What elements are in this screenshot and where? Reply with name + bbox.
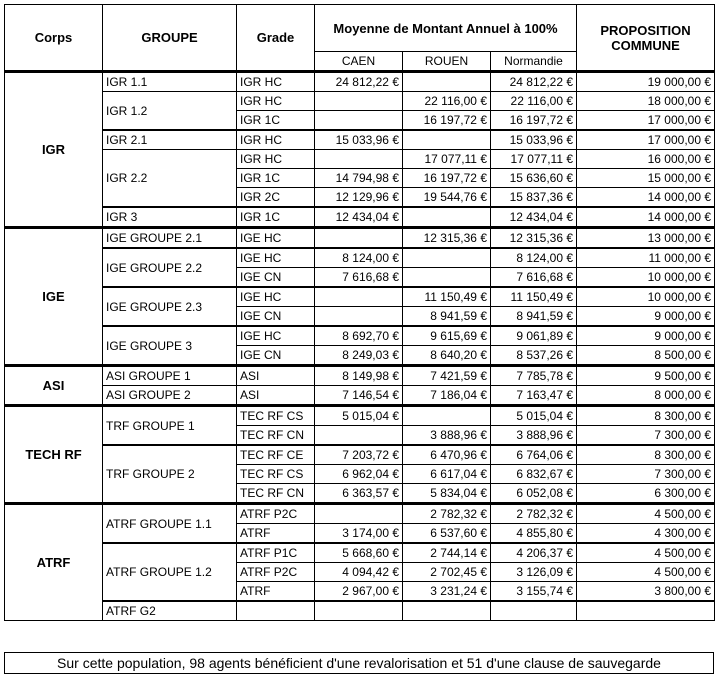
cell-caen: 6 962,04 € <box>315 465 403 484</box>
cell-proposition: 14 000,00 € <box>577 207 715 228</box>
cell-grade: IGE HC <box>237 287 315 307</box>
cell-groupe: IGR 2.2 <box>103 150 237 208</box>
cell-caen: 15 033,96 € <box>315 130 403 150</box>
cell-normandie: 15 033,96 € <box>491 130 577 150</box>
corps-ige: IGE <box>5 228 103 366</box>
table-row <box>5 504 715 524</box>
cell-groupe: ASI GROUPE 2 <box>103 386 237 406</box>
cell-normandie: 8 124,00 € <box>491 248 577 268</box>
cell-proposition: 8 300,00 € <box>577 445 715 465</box>
cell-grade: IGE CN <box>237 307 315 327</box>
header-rouen: ROUEN <box>403 52 491 72</box>
cell-grade: IGE CN <box>237 346 315 366</box>
cell-grade: ATRF <box>237 582 315 602</box>
cell-caen: 24 812,22 € <box>315 72 403 92</box>
cell-proposition: 9 000,00 € <box>577 307 715 327</box>
cell-proposition: 13 000,00 € <box>577 228 715 249</box>
cell-groupe: ATRF G2 <box>103 601 237 621</box>
cell-grade: TEC RF CE <box>237 445 315 465</box>
header-proposition: PROPOSITION COMMUNE <box>577 5 715 72</box>
cell-grade: ASI <box>237 386 315 406</box>
cell-groupe: ATRF GROUPE 1.2 <box>103 543 237 601</box>
cell-proposition: 6 300,00 € <box>577 484 715 504</box>
cell-groupe: IGR 2.1 <box>103 130 237 150</box>
cell-grade: IGE HC <box>237 228 315 249</box>
cell-proposition: 8 300,00 € <box>577 406 715 426</box>
cell-rouen: 2 702,45 € <box>403 563 491 582</box>
table-row <box>5 248 715 268</box>
cell-normandie: 5 015,04 € <box>491 406 577 426</box>
cell-grade: ATRF <box>237 524 315 544</box>
cell-rouen: 16 197,72 € <box>403 111 491 131</box>
cell-rouen: 17 077,11 € <box>403 150 491 169</box>
cell-groupe: IGR 1.1 <box>103 72 237 92</box>
cell-normandie: 2 782,32 € <box>491 504 577 524</box>
cell-caen <box>315 111 403 131</box>
cell-rouen: 12 315,36 € <box>403 228 491 249</box>
cell-normandie: 6 832,67 € <box>491 465 577 484</box>
table-row <box>5 92 715 111</box>
cell-rouen <box>403 601 491 621</box>
cell-groupe: TRF GROUPE 1 <box>103 406 237 446</box>
table-row <box>5 601 715 621</box>
corps-igr: IGR <box>5 72 103 228</box>
cell-groupe: ATRF GROUPE 1.1 <box>103 504 237 544</box>
cell-caen: 7 616,68 € <box>315 268 403 288</box>
cell-grade: IGR 2C <box>237 188 315 208</box>
cell-proposition: 10 000,00 € <box>577 287 715 307</box>
cell-grade: TEC RF CN <box>237 484 315 504</box>
cell-proposition: 11 000,00 € <box>577 248 715 268</box>
cell-grade <box>237 601 315 621</box>
cell-normandie: 9 061,89 € <box>491 326 577 346</box>
cell-rouen: 9 615,69 € <box>403 326 491 346</box>
cell-normandie: 17 077,11 € <box>491 150 577 169</box>
cell-groupe: IGE GROUPE 3 <box>103 326 237 366</box>
cell-grade: TEC RF CS <box>237 465 315 484</box>
cell-caen: 4 094,42 € <box>315 563 403 582</box>
cell-normandie: 22 116,00 € <box>491 92 577 111</box>
cell-rouen: 6 537,60 € <box>403 524 491 544</box>
cell-normandie: 15 636,60 € <box>491 169 577 188</box>
cell-grade: TEC RF CS <box>237 406 315 426</box>
table-row <box>5 386 715 406</box>
cell-caen <box>315 92 403 111</box>
cell-rouen: 2 782,32 € <box>403 504 491 524</box>
cell-rouen <box>403 72 491 92</box>
table-row <box>5 326 715 346</box>
cell-proposition: 10 000,00 € <box>577 268 715 288</box>
cell-caen: 14 794,98 € <box>315 169 403 188</box>
cell-caen <box>315 150 403 169</box>
cell-grade: IGR 1C <box>237 111 315 131</box>
cell-rouen: 16 197,72 € <box>403 169 491 188</box>
cell-groupe: IGR 1.2 <box>103 92 237 131</box>
cell-rouen: 8 941,59 € <box>403 307 491 327</box>
cell-normandie: 12 315,36 € <box>491 228 577 249</box>
cell-normandie: 4 855,80 € <box>491 524 577 544</box>
cell-rouen: 5 834,04 € <box>403 484 491 504</box>
cell-rouen <box>403 248 491 268</box>
cell-rouen: 11 150,49 € <box>403 287 491 307</box>
cell-groupe: ASI GROUPE 1 <box>103 366 237 386</box>
cell-caen: 8 124,00 € <box>315 248 403 268</box>
cell-proposition: 3 800,00 € <box>577 582 715 602</box>
cell-normandie: 7 163,47 € <box>491 386 577 406</box>
cell-caen: 8 149,98 € <box>315 366 403 386</box>
cell-caen <box>315 307 403 327</box>
cell-proposition: 8 000,00 € <box>577 386 715 406</box>
cell-caen: 5 015,04 € <box>315 406 403 426</box>
cell-normandie: 12 434,04 € <box>491 207 577 228</box>
cell-grade: IGR HC <box>237 92 315 111</box>
cell-grade: IGE HC <box>237 248 315 268</box>
cell-grade: ATRF P2C <box>237 563 315 582</box>
cell-normandie: 6 052,08 € <box>491 484 577 504</box>
cell-normandie: 3 126,09 € <box>491 563 577 582</box>
header-caen: CAEN <box>315 52 403 72</box>
cell-groupe: TRF GROUPE 2 <box>103 445 237 504</box>
cell-caen: 7 146,54 € <box>315 386 403 406</box>
cell-rouen: 7 421,59 € <box>403 366 491 386</box>
header-normandie: Normandie <box>491 52 577 72</box>
cell-caen <box>315 601 403 621</box>
cell-proposition: 17 000,00 € <box>577 111 715 131</box>
table-row <box>5 406 715 426</box>
cell-proposition: 19 000,00 € <box>577 72 715 92</box>
cell-rouen: 8 640,20 € <box>403 346 491 366</box>
cell-normandie: 3 155,74 € <box>491 582 577 602</box>
cell-proposition: 8 500,00 € <box>577 346 715 366</box>
salary-table <box>4 4 715 621</box>
cell-proposition: 14 000,00 € <box>577 188 715 208</box>
cell-rouen: 6 617,04 € <box>403 465 491 484</box>
cell-caen: 5 668,60 € <box>315 543 403 563</box>
cell-groupe: IGR 3 <box>103 207 237 228</box>
cell-grade: IGR HC <box>237 150 315 169</box>
cell-caen: 12 129,96 € <box>315 188 403 208</box>
corps-asi: ASI <box>5 366 103 406</box>
table-row <box>5 287 715 307</box>
cell-caen: 8 249,03 € <box>315 346 403 366</box>
table-row <box>5 130 715 150</box>
cell-caen: 2 967,00 € <box>315 582 403 602</box>
cell-caen <box>315 426 403 446</box>
cell-grade: IGR HC <box>237 130 315 150</box>
cell-normandie: 7 616,68 € <box>491 268 577 288</box>
cell-normandie <box>491 601 577 621</box>
table-row <box>5 150 715 169</box>
cell-groupe: IGE GROUPE 2.3 <box>103 287 237 326</box>
cell-proposition: 4 500,00 € <box>577 543 715 563</box>
cell-grade: TEC RF CN <box>237 426 315 446</box>
table-row <box>5 543 715 563</box>
cell-grade: ATRF P1C <box>237 543 315 563</box>
cell-rouen: 19 544,76 € <box>403 188 491 208</box>
cell-grade: ASI <box>237 366 315 386</box>
cell-grade: IGE HC <box>237 326 315 346</box>
table-row <box>5 366 715 386</box>
cell-caen: 12 434,04 € <box>315 207 403 228</box>
cell-proposition: 16 000,00 € <box>577 150 715 169</box>
cell-grade: IGE CN <box>237 268 315 288</box>
cell-grade: IGR 1C <box>237 169 315 188</box>
table-row <box>5 72 715 92</box>
table-row <box>5 207 715 228</box>
cell-proposition: 18 000,00 € <box>577 92 715 111</box>
table-row <box>5 228 715 249</box>
cell-grade: ATRF P2C <box>237 504 315 524</box>
cell-proposition: 17 000,00 € <box>577 130 715 150</box>
cell-proposition: 4 500,00 € <box>577 504 715 524</box>
cell-rouen: 3 888,96 € <box>403 426 491 446</box>
cell-groupe: IGE GROUPE 2.1 <box>103 228 237 249</box>
cell-rouen: 3 231,24 € <box>403 582 491 602</box>
cell-normandie: 8 537,26 € <box>491 346 577 366</box>
cell-rouen: 22 116,00 € <box>403 92 491 111</box>
cell-normandie: 4 206,37 € <box>491 543 577 563</box>
cell-normandie: 24 812,22 € <box>491 72 577 92</box>
cell-rouen <box>403 130 491 150</box>
table-row <box>5 445 715 465</box>
header-moyenne: Moyenne de Montant Annuel à 100% <box>315 5 577 52</box>
cell-rouen <box>403 207 491 228</box>
cell-caen: 7 203,72 € <box>315 445 403 465</box>
cell-rouen <box>403 406 491 426</box>
cell-proposition: 7 300,00 € <box>577 426 715 446</box>
cell-proposition: 7 300,00 € <box>577 465 715 484</box>
cell-rouen: 7 186,04 € <box>403 386 491 406</box>
cell-normandie: 7 785,78 € <box>491 366 577 386</box>
cell-normandie: 3 888,96 € <box>491 426 577 446</box>
header-corps: Corps <box>5 5 103 72</box>
cell-normandie: 16 197,72 € <box>491 111 577 131</box>
cell-rouen <box>403 268 491 288</box>
cell-normandie: 8 941,59 € <box>491 307 577 327</box>
cell-rouen: 2 744,14 € <box>403 543 491 563</box>
cell-normandie: 6 764,06 € <box>491 445 577 465</box>
header-grade: Grade <box>237 5 315 72</box>
cell-caen <box>315 287 403 307</box>
cell-proposition: 9 500,00 € <box>577 366 715 386</box>
cell-proposition: 4 500,00 € <box>577 563 715 582</box>
corps-techrf: TECH RF <box>5 406 103 504</box>
cell-grade: IGR 1C <box>237 207 315 228</box>
cell-proposition: 9 000,00 € <box>577 326 715 346</box>
cell-rouen: 6 470,96 € <box>403 445 491 465</box>
cell-normandie: 11 150,49 € <box>491 287 577 307</box>
cell-proposition: 4 300,00 € <box>577 524 715 544</box>
cell-normandie: 15 837,36 € <box>491 188 577 208</box>
cell-proposition: 15 000,00 € <box>577 169 715 188</box>
cell-caen <box>315 504 403 524</box>
header-groupe: GROUPE <box>103 5 237 72</box>
cell-caen <box>315 228 403 249</box>
cell-caen: 8 692,70 € <box>315 326 403 346</box>
footer-note: Sur cette population, 98 agents bénéficient d'une revalorisation et 51 d'une clause de sauvegarde <box>4 652 714 674</box>
cell-caen: 3 174,00 € <box>315 524 403 544</box>
cell-proposition <box>577 601 715 621</box>
corps-atrf: ATRF <box>5 504 103 621</box>
cell-groupe: IGE GROUPE 2.2 <box>103 248 237 287</box>
cell-caen: 6 363,57 € <box>315 484 403 504</box>
cell-grade: IGR HC <box>237 72 315 92</box>
